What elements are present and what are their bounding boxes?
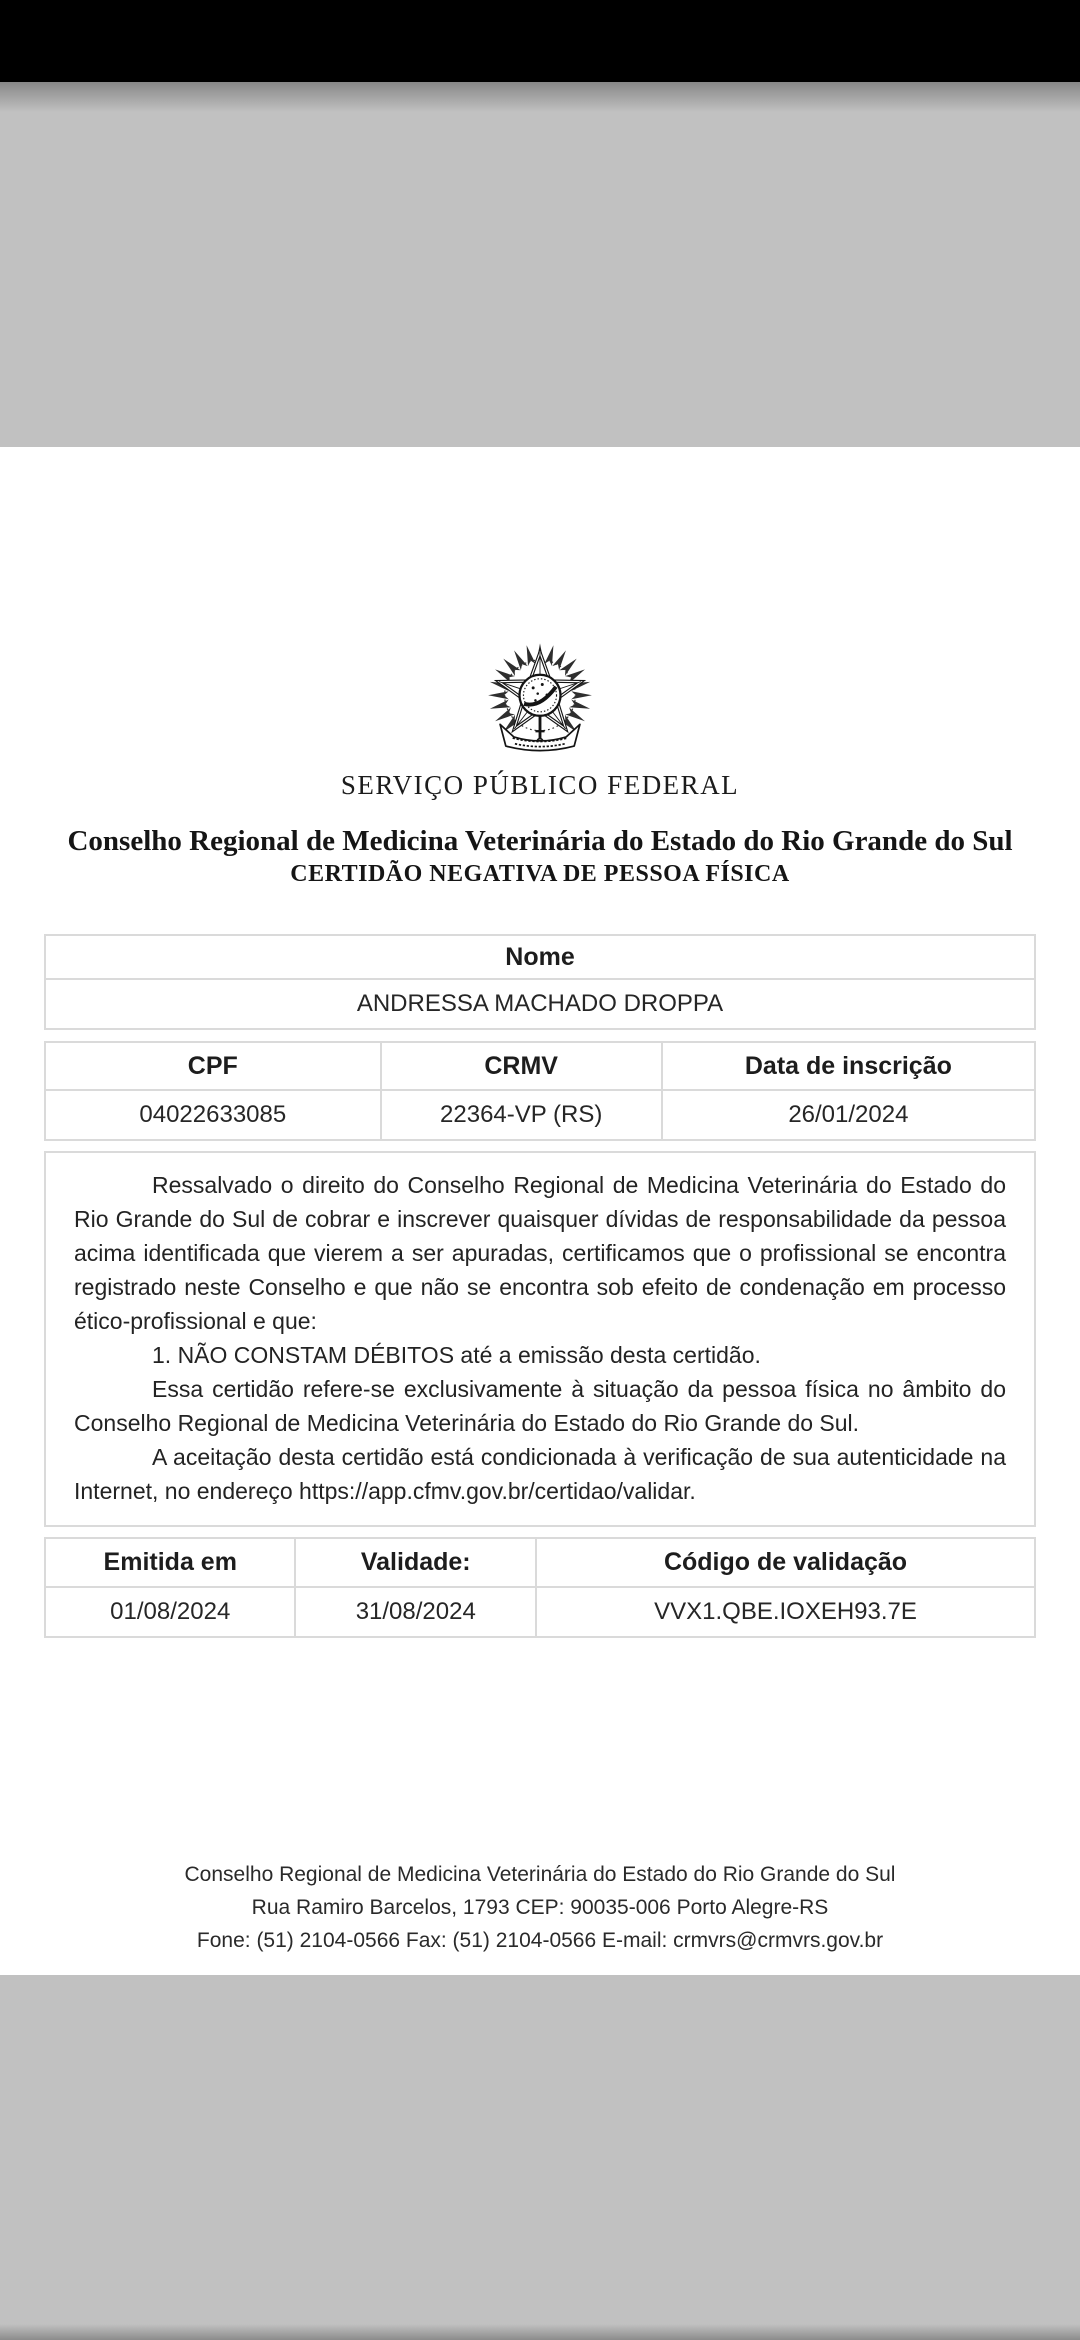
- status-bar: [0, 0, 1080, 82]
- crmv-header: CRMV: [381, 1042, 662, 1090]
- document-content: [44, 934, 1036, 1638]
- paragraph-validation-url: A aceitação desta certidão está condicionada à verificação de sua autenticidade na Internet, no endereço https://app.cfmv.gov.br/certidao/validar.: [74, 1444, 1006, 1504]
- issued-on-header: Emitida em: [45, 1538, 295, 1587]
- service-line: SERVIÇO PÚBLICO FEDERAL: [340, 770, 740, 800]
- crmv-value: 22364-VP (RS): [381, 1090, 662, 1140]
- registration-info-table: [44, 1041, 1036, 1141]
- footer-address: Rua Ramiro Barcelos, 1793 CEP: 90035-006 Porto Alegre-RS: [251, 1896, 829, 1919]
- document-title: Conselho Regional de Medicina Veterinária do Estado do Rio Grande do Sul: [67, 825, 1013, 857]
- brazil-coat-of-arms-icon: [483, 640, 597, 762]
- document-footer: [0, 1858, 1080, 1957]
- cpf-value: 04022633085: [45, 1090, 381, 1140]
- paragraph-disclaimer: Ressalvado o direito do Conselho Regional de Medicina Veterinária do Estado do Rio Grande do Sul de cobrar e inscrever quaisquer dívidas de responsabilidade da pessoa acima identificada que vierem a ser apuradas, certificamos que o profissional se encontra registrado neste Conselho e que não se encontra sob efeito de condenação em processo ético-profissional e que:: [74, 1172, 1006, 1334]
- name-value: ANDRESSA MACHADO DROPPA: [45, 979, 1035, 1029]
- validation-code-value: VVX1.QBE.IOXEH93.7E: [536, 1587, 1035, 1637]
- inscription-date-header: Data de inscrição: [662, 1042, 1035, 1090]
- footer-org-name: Conselho Regional de Medicina Veterinária do Estado do Rio Grande do Sul: [184, 1863, 896, 1886]
- validation-code-header: Código de validação: [536, 1538, 1035, 1587]
- issued-on-value: 01/08/2024: [45, 1587, 295, 1637]
- document-page: [0, 447, 1080, 1975]
- footer-contact: Fone: (51) 2104-0566 Fax: (51) 2104-0566 E-mail: crmvrs@crmvrs.gov.br: [196, 1929, 884, 1952]
- validation-table: [44, 1537, 1036, 1638]
- document-subtitle: CERTIDÃO NEGATIVA DE PESSOA FÍSICA: [290, 861, 790, 887]
- screen-bottom-shadow: [0, 2324, 1080, 2340]
- pdf-viewer[interactable]: [0, 82, 1080, 2340]
- validity-value: 31/08/2024: [295, 1587, 536, 1637]
- name-table-header: Nome: [45, 935, 1035, 979]
- paragraph-scope: Essa certidão refere-se exclusivamente à situação da pessoa física no âmbito do Conselho Regional de Medicina Veterinária do Estado do Rio Grande do Sul.: [74, 1376, 1006, 1436]
- name-table: [44, 934, 1036, 1030]
- certificate-body-text: [44, 1151, 1036, 1527]
- inscription-date-value: 26/01/2024: [662, 1090, 1035, 1140]
- validity-header: Validade:: [295, 1538, 536, 1587]
- status-bar-shadow: [0, 82, 1080, 112]
- cpf-header: CPF: [45, 1042, 381, 1090]
- paragraph-no-debts: 1. NÃO CONSTAM DÉBITOS até a emissão desta certidão.: [152, 1342, 761, 1368]
